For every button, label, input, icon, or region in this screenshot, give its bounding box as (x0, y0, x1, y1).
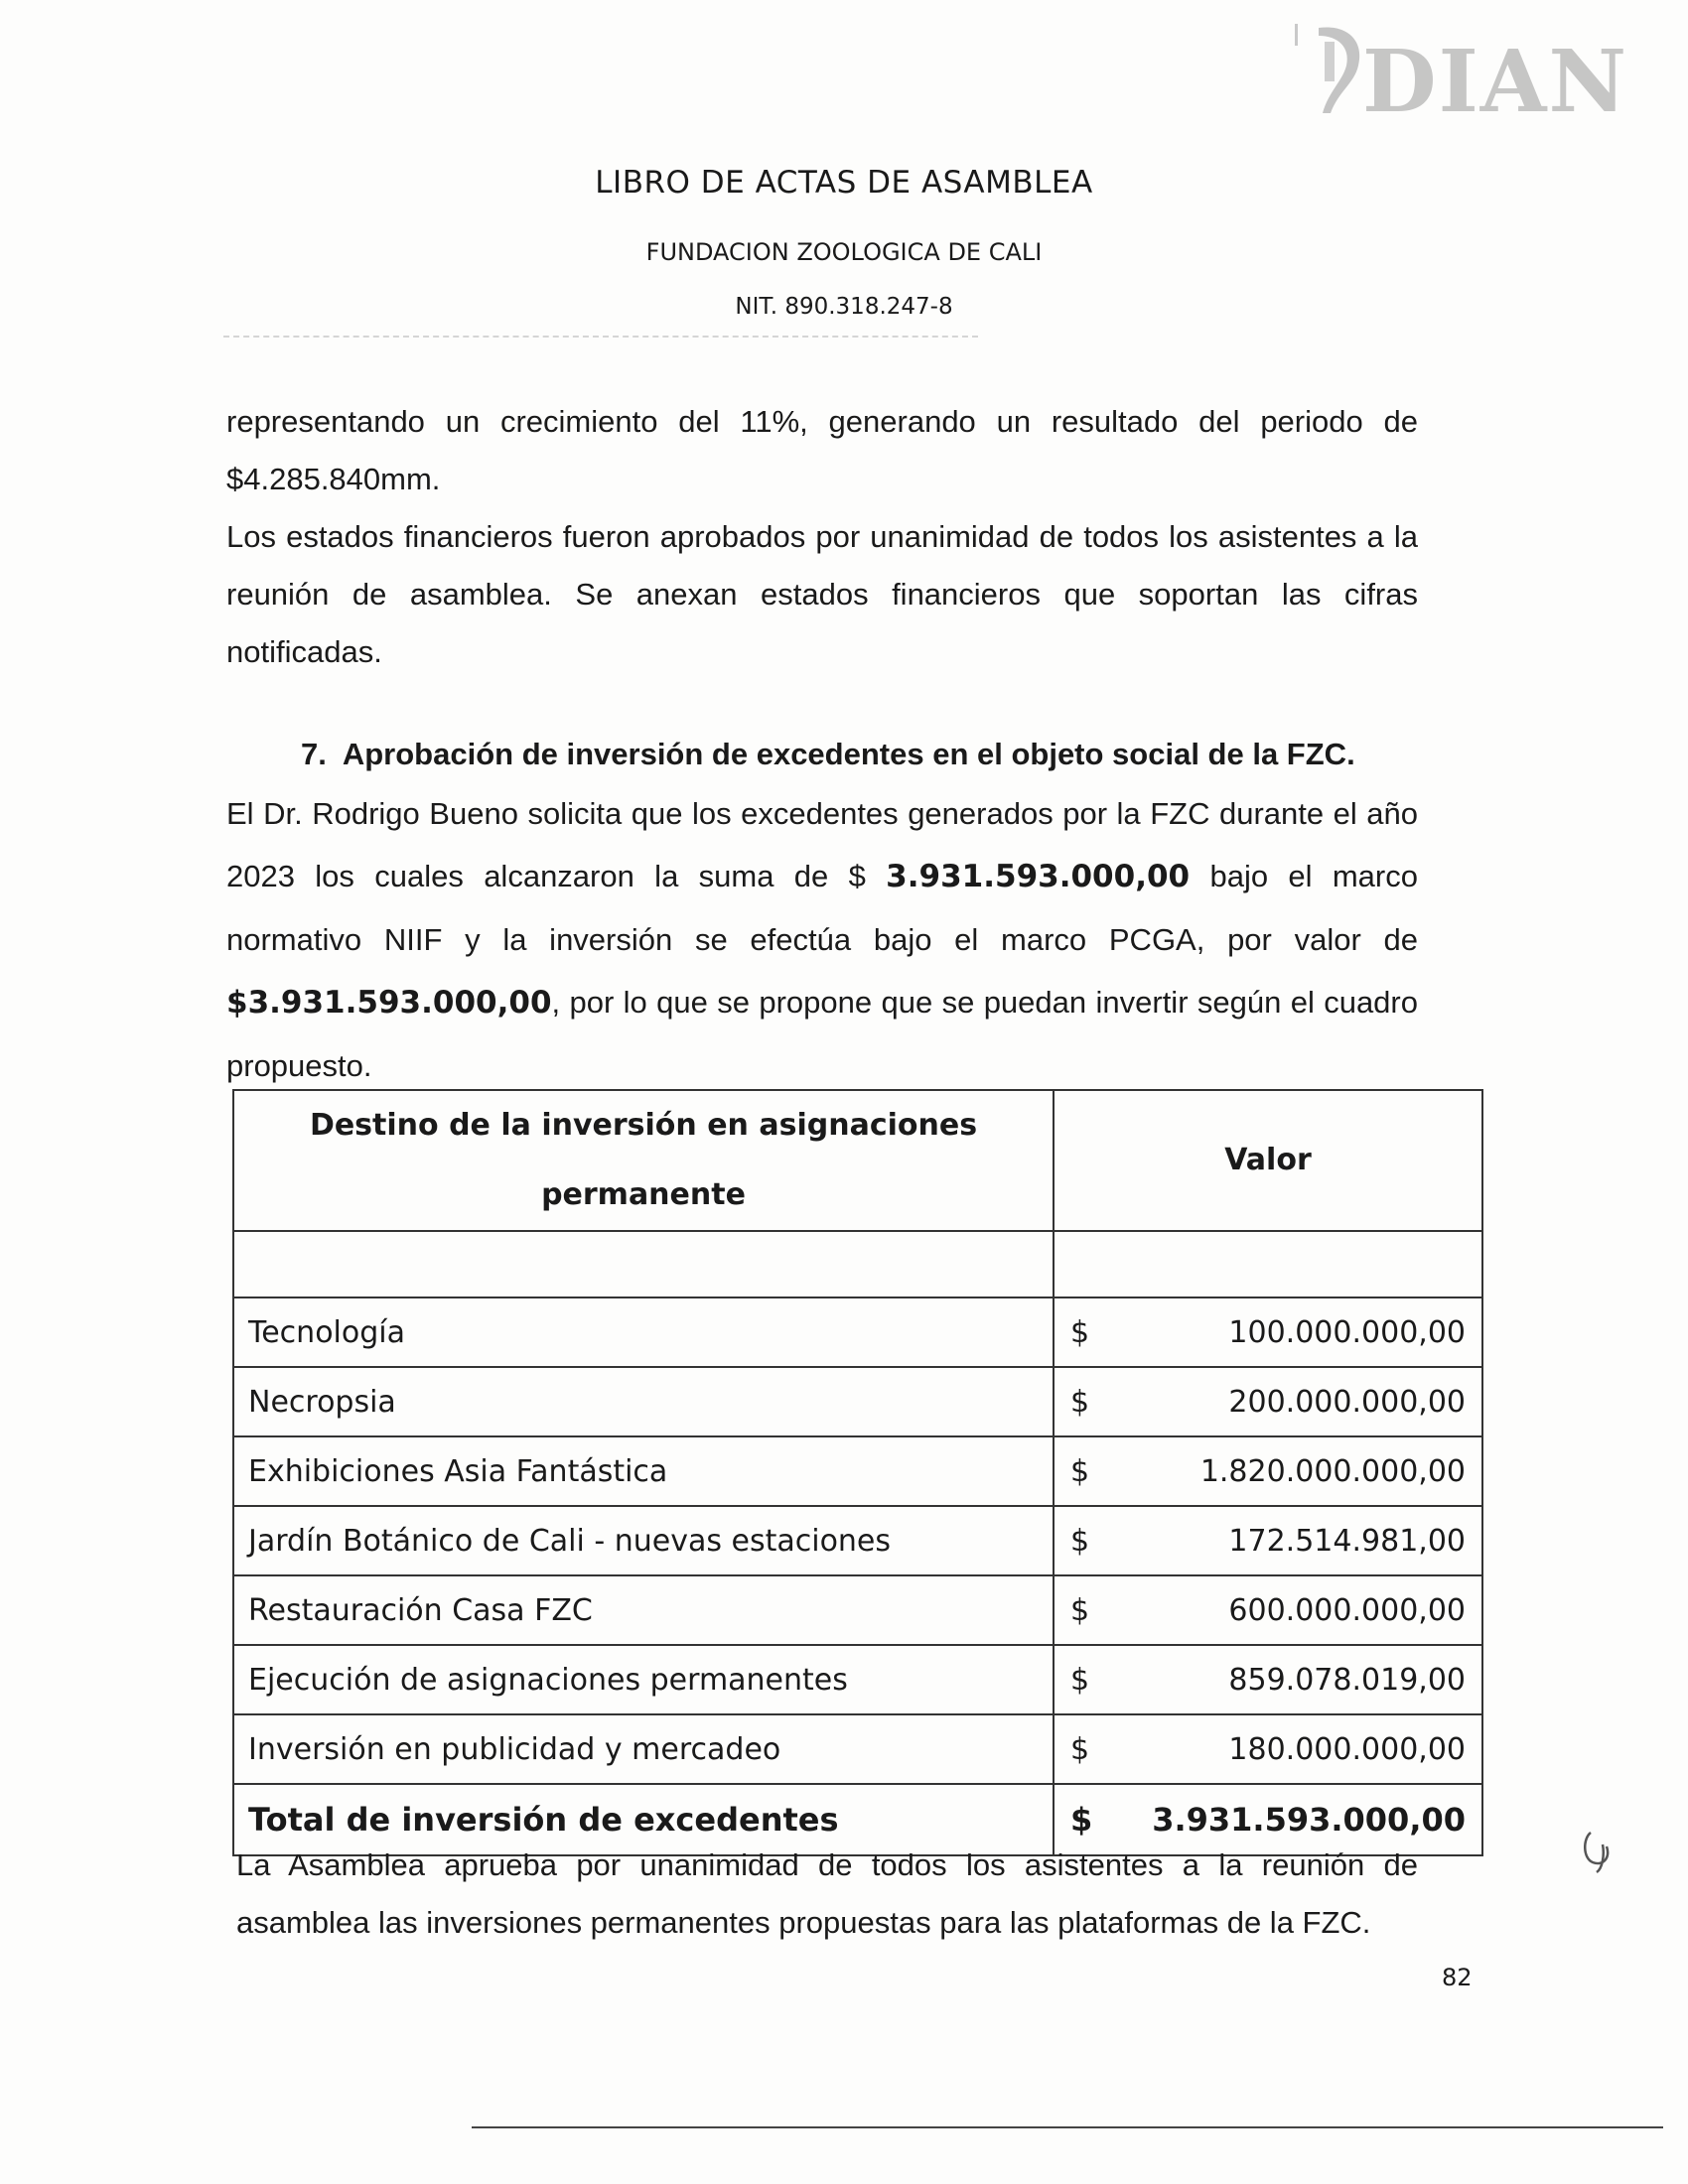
header-destino: Destino de la inversión en asignaciones permanente (233, 1090, 1054, 1231)
row-valor: 180.000.000,00 (1228, 1731, 1466, 1767)
row-destino: Restauración Casa FZC (233, 1575, 1054, 1645)
document-title: LIBRO DE ACTAS DE ASAMBLEA (595, 165, 1093, 201)
table-row (233, 1367, 1482, 1436)
row-valor-cell (1054, 1436, 1482, 1506)
currency-symbol: $ (1070, 1662, 1090, 1698)
row-valor: 1.820.000.000,00 (1199, 1453, 1466, 1489)
row-destino: Necropsia (233, 1367, 1054, 1436)
section-7-paragraph (226, 782, 1418, 1097)
empty-cell (1054, 1231, 1482, 1297)
currency-symbol: $ (1070, 1801, 1093, 1839)
watermark-mark (1295, 24, 1298, 46)
table-empty-row (233, 1231, 1482, 1297)
currency-symbol: $ (1070, 1453, 1090, 1489)
intro-paragraph-2: Los estados financieros fueron aprobados por unanimidad de todos los asistentes a la reunión de asamblea. Se anexan estados financieros que soportan las cifras notificadas. (226, 519, 1418, 669)
row-destino: Jardín Botánico de Cali - nuevas estaciones (233, 1506, 1054, 1575)
page-number: 82 (1442, 1964, 1473, 1991)
currency-symbol: $ (1070, 1523, 1090, 1559)
dian-emblem-icon (1309, 22, 1368, 117)
row-destino: Ejecución de asignaciones permanentes (233, 1645, 1054, 1714)
currency-symbol: $ (1070, 1731, 1090, 1767)
header-divider (223, 336, 978, 338)
section-number: 7. (301, 737, 327, 771)
row-valor-cell (1054, 1714, 1482, 1784)
table-row (233, 1714, 1482, 1784)
section-amount-2: $3.931.593.000,00 (226, 985, 552, 1021)
row-valor: 859.078.019,00 (1228, 1662, 1466, 1698)
row-destino: Exhibiciones Asia Fantástica (233, 1436, 1054, 1506)
watermark-text: DIAN (1362, 32, 1629, 132)
section-title: Aprobación de inversión de excedentes en el objeto social de la FZC. (342, 737, 1355, 771)
row-valor: 200.000.000,00 (1228, 1384, 1466, 1420)
closing-paragraph: La Asamblea aprueba por unanimidad de todos los asistentes a la reunión de asamblea las inversiones permanentes propuestas para las plataformas de la FZC. (236, 1847, 1418, 1940)
currency-symbol: $ (1070, 1592, 1090, 1628)
section-text-a: El Dr. Rodrigo Bueno solicita que los excedentes generados por la FZC durante el año 2023 los cuales alcanzaron la suma de $ (226, 796, 1418, 893)
row-valor-cell (1054, 1645, 1482, 1714)
empty-cell (233, 1231, 1054, 1297)
header-valor: Valor (1054, 1090, 1482, 1231)
currency-symbol: $ (1070, 1384, 1090, 1420)
organization-nit: NIT. 890.318.247-8 (735, 294, 953, 320)
table-row (233, 1436, 1482, 1506)
total-label: Total de inversión de excedentes (233, 1784, 1054, 1855)
organization-name: FUNDACION ZOOLOGICA DE CALI (645, 238, 1043, 266)
section-text-c: , por lo que se propone que se puedan invertir según el cuadro propuesto. (226, 985, 1418, 1083)
row-valor-cell (1054, 1297, 1482, 1367)
row-valor-cell (1054, 1506, 1482, 1575)
intro-paragraph-1: representando un crecimiento del 11%, generando un resultado del periodo de $4.285.840mm. (226, 404, 1418, 496)
row-valor-cell (1054, 1367, 1482, 1436)
dian-watermark-logo (1281, 14, 1638, 143)
row-destino: Inversión en publicidad y mercadeo (233, 1714, 1054, 1784)
section-text-b: bajo el marco normativo NIIF y la inversión se efectúa bajo el marco PCGA, por valor de (226, 859, 1418, 957)
table-row (233, 1645, 1482, 1714)
currency-symbol: $ (1070, 1314, 1090, 1350)
table-header-row (233, 1090, 1482, 1231)
row-valor: 100.000.000,00 (1228, 1314, 1466, 1350)
row-valor-cell (1054, 1575, 1482, 1645)
row-destino: Tecnología (233, 1297, 1054, 1367)
row-valor: 172.514.981,00 (1228, 1523, 1466, 1559)
table-row (233, 1297, 1482, 1367)
investment-table (232, 1089, 1483, 1856)
handwritten-initial-mark (1577, 1825, 1626, 1874)
section-7-heading (301, 737, 1355, 772)
footer-divider (472, 2126, 1663, 2128)
total-valor: 3.931.593.000,00 (1152, 1801, 1466, 1839)
section-amount-1: 3.931.593.000,00 (886, 859, 1191, 894)
table-row (233, 1506, 1482, 1575)
table-row (233, 1575, 1482, 1645)
row-valor: 600.000.000,00 (1228, 1592, 1466, 1628)
